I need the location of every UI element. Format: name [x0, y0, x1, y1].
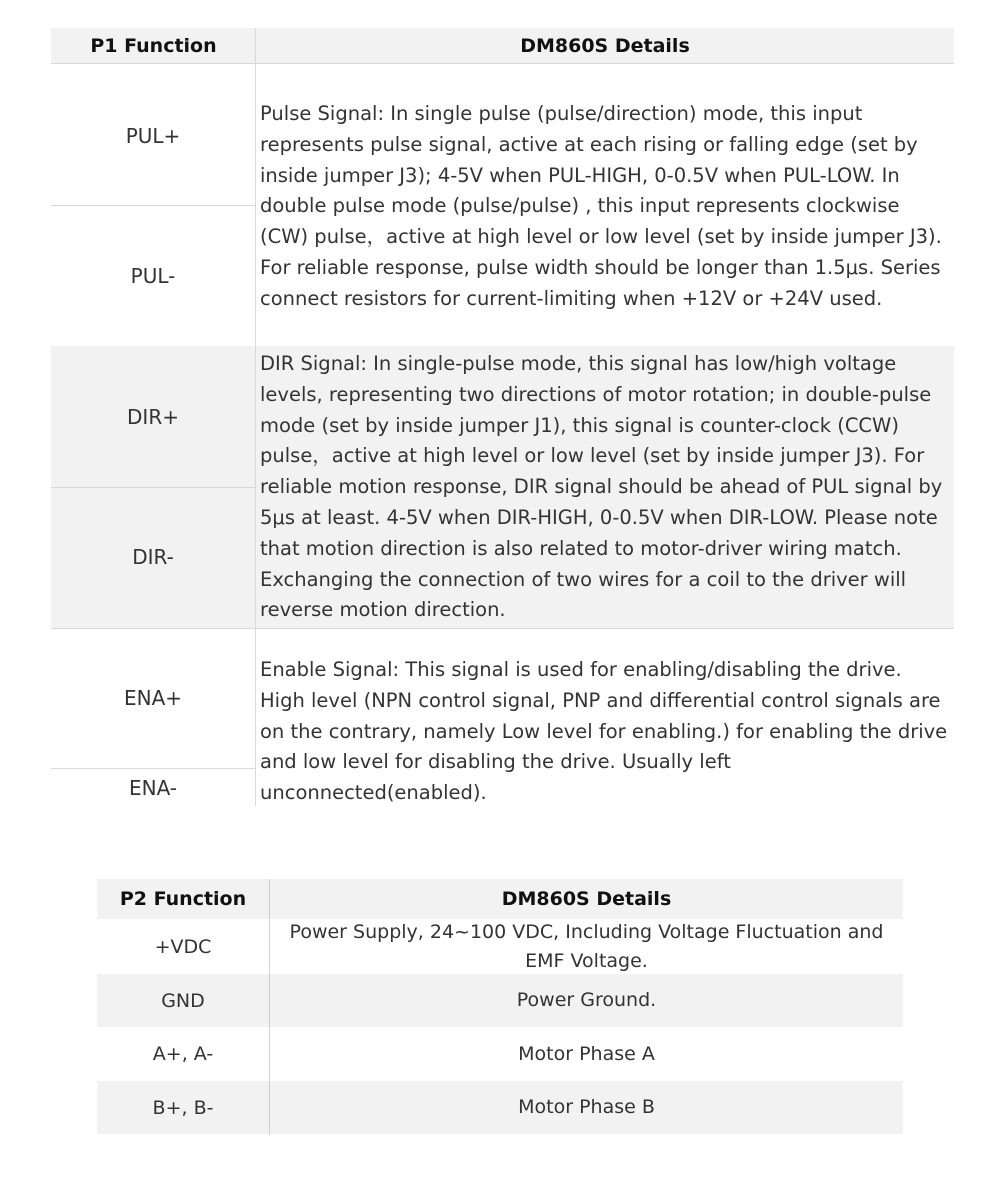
p1-header-function: P1 Function [90, 35, 217, 57]
p1-header-details: DM860S Details [520, 35, 690, 57]
ena-section-divider [51, 628, 954, 629]
dir-description: DIR Signal: In single-pulse mode, this signal has low/high voltage levels, representing two directions of motor rotation; in double-pulse mode (set by inside jumper J1), this signal is counter-clock (CCW) pulse，active at high level or low level (set by inside jumper J3). For reliable motion response, DIR signal should be ahead of PUL signal by 5μs at least. 4-5V when DIR-HIGH, 0-0.5V when DIR-LOW. Please note that motion direction is also related to motor-driver wiring match. Exchanging the connection of two wires for a coil to the driver will reverse motion direction. [260, 352, 943, 622]
p2-function-phase-a: A+, A- [152, 1043, 214, 1065]
ena-description: Enable Signal: This signal is used for enabling/disabling the drive. High level (NPN control signal, PNP and differential control signals are on the contrary, namely Low level for enabling.) for enabling the drive and low level for disabling the drive. Usually left unconnected(enabled). [260, 658, 948, 805]
p2-details-gnd: Power Ground. [516, 989, 657, 1011]
p2-details-phase-a: Motor Phase A [518, 1042, 655, 1065]
signal-dir-minus: DIR- [132, 545, 174, 569]
p2-header-details: DM860S Details [501, 887, 672, 910]
p2-function-vdc: +VDC [154, 935, 212, 958]
p2-function-gnd: GND [161, 989, 205, 1012]
p2-function-phase-b: B+, B- [152, 1096, 214, 1119]
p2-details-phase-b: Motor Phase B [518, 1096, 655, 1118]
p2-details-vdc: Power Supply, 24~100 VDC, Including Voltage Fluctuation and EMF Voltage. [289, 920, 884, 972]
pul-description: Pulse Signal: In single pulse (pulse/direction) mode, this input represents pulse signal, active at each rising or falling edge (set by inside jumper J3); 4-5V when PUL-HIGH, 0-0.5V when PUL-LOW. In double pulse mode (pulse/pulse) , this input represents clockwise (CW) pulse，active at high level or low level (set by inside jumper J3). For reliable response, pulse width should be longer than 1.5μs. Series connect resistors for current-limiting when +12V or +24V used. [260, 102, 942, 310]
signal-ena-plus: ENA+ [123, 686, 183, 710]
signal-dir-plus: DIR+ [127, 405, 179, 429]
signal-pul-minus: PUL- [130, 264, 176, 288]
pul-divider [51, 205, 255, 206]
p2-header-function: P2 Function [119, 888, 247, 910]
signal-pul-plus: PUL+ [125, 124, 181, 148]
signal-ena-minus: ENA- [128, 776, 178, 800]
p1-column-divider [255, 28, 256, 806]
ena-divider [51, 768, 255, 769]
dir-divider [51, 487, 255, 488]
